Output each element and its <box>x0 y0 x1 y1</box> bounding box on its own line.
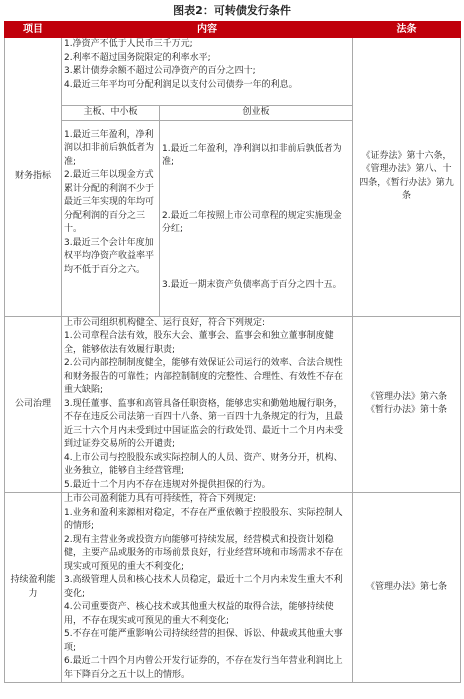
financial-row <box>5 38 461 106</box>
list-item: 4.最近三年平均可分配利润足以支付公司债券一年的利息。 <box>64 79 298 90</box>
table-header-row <box>5 22 461 38</box>
financial-law: 《证券法》第十六条，《管理办法》第八、十四条，《暂行办法》第九条 <box>353 38 461 317</box>
header-content: 内容 <box>62 22 353 38</box>
list-item: 6.最近二十四个月内曾公开发行证券的，不存在发行当年营业利润比上年下降百分之五十以上的情形。 <box>64 656 343 680</box>
governance-conditions <box>62 316 353 493</box>
gem-conditions <box>160 120 353 316</box>
list-item: 3.最近三个会计年度加权平均净资产收益率平均不低于百分之六。 <box>64 237 155 275</box>
main-board-label: 主板、中小板 <box>62 106 160 121</box>
list-item: 3.现任董事、监事和高管具备任职资格，能够忠实和勤勉地履行职务，不存在违反公司法第一百四十八条、第一百四十九条规定的行为，且最近三十六个月内未受到过中国证监会的行政处罚、最近十二个月内未受到过证券交易所的公开谴责; <box>64 398 344 449</box>
list-item: 2.最近三年以现金方式累计分配的利润不少于最近三年实现的年均可分配利润的百分之三十。 <box>64 170 155 234</box>
financial-common-conditions <box>62 38 353 106</box>
list-item: 3.高级管理人员和核心技术人员稳定，最近十二个月内未发生重大不利变化; <box>64 575 343 599</box>
list-item: 1.业务和盈利来源相对稳定，不存在严重依赖于控股股东、实际控制人的情形; <box>64 507 343 531</box>
list-item: 1.净资产不低于人民币三千万元; <box>64 39 193 49</box>
issuance-conditions-table <box>4 21 461 683</box>
governance-row <box>5 316 461 493</box>
governance-label: 公司治理 <box>5 316 62 493</box>
list-item: 1.最近二年盈利，净利润以扣非前后孰低者为准; <box>162 143 342 167</box>
governance-law: 《管理办法》第六条《暂行办法》第十条 <box>353 316 461 493</box>
sustainability-label: 持续盈利能力 <box>5 493 62 683</box>
list-item: 上市公司组织机构健全、运行良好，符合下列规定: <box>64 317 266 328</box>
list-item: 2.现有主营业务或投资方向能够可持续发展，经营模式和投资计划稳健，主要产品或服务的市场前景良好，行业经营环境和市场需求不存在现实或可预见的重大不利变化; <box>64 534 344 572</box>
list-item: 上市公司盈利能力具有可持续性，符合下列规定: <box>64 494 257 504</box>
list-item: 1.最近三年盈利，净利润以扣非前后孰低者为准; <box>64 129 155 167</box>
header-law: 法条 <box>353 22 461 38</box>
gem-label: 创业板 <box>160 106 353 121</box>
financial-label: 财务指标 <box>5 38 62 317</box>
list-item: 1.公司章程合法有效，股东大会、董事会、监事会和独立董事制度健全，能够依法有效履行职责; <box>64 331 334 355</box>
header-item: 项目 <box>5 22 62 38</box>
list-item: 3.累计债券余额不超过公司净资产的百分之四十; <box>64 66 256 76</box>
sustainability-conditions <box>62 493 353 683</box>
main-board-conditions <box>62 120 160 316</box>
sustainability-row <box>5 493 461 683</box>
list-item: 4.上市公司与控股股东或实际控制人的人员、资产、财务分开，机构、业务独立，能够自主经营管理; <box>64 452 343 476</box>
list-item: 4.公司重要资产、核心技术或其他重大权益的取得合法，能够持续使用，不存在现实或可预见的重大不利变化; <box>64 602 334 626</box>
list-item: 2.最近二年按照上市公司章程的规定实施现金分红; <box>162 210 342 234</box>
list-item: 2.利率不超过国务院限定的利率水平; <box>64 52 211 63</box>
list-item: 2.公司内部控制制度健全，能够有效保证公司运行的效率、合法合规性和财务报告的可靠性；内部控制制度的完整性、合理性、有效性不存在重大缺陷; <box>64 358 344 395</box>
sustainability-law: 《管理办法》第七条 <box>353 493 461 683</box>
list-item: 5.不存在可能严重影响公司持续经营的担保、诉讼、仲裁或其他重大事项; <box>64 629 343 653</box>
page-title: 图表2：可转债发行条件 <box>173 4 291 17</box>
list-item: 5.最近十二个月内不存在违规对外提供担保的行为。 <box>64 479 271 490</box>
list-item: 3.最近一期末资产负债率高于百分之四十五。 <box>162 279 342 290</box>
